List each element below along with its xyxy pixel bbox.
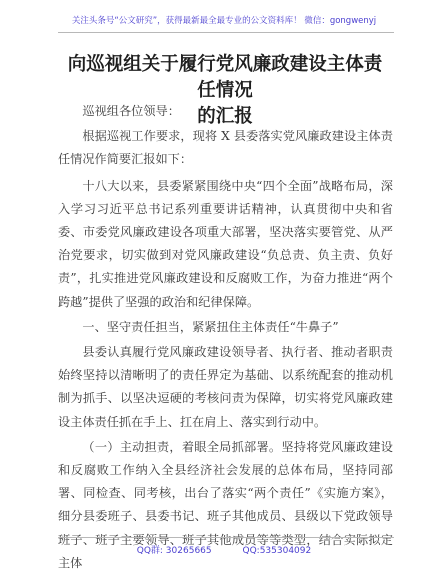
header-promo-note: 关注头条号“公文研究”，获得最新最全最专业的公文资料库！ 微信：gongwenyj [71,16,377,26]
paragraph: 根据巡视工作要求，现将 X 县委落实党风廉政建设主体责任情况作简要汇报如下： [58,129,393,167]
footer-qq-group: QQ群: 30265665 [136,546,212,556]
salutation: 巡视组各位领导： [82,104,180,118]
header-divider [58,32,394,33]
footer-divider [58,537,394,538]
footer-contact [0,543,448,556]
document-body [58,100,393,575]
section-heading: 一、坚守责任担当，紧紧扭住主体责任“牛鼻子” [82,319,339,334]
paragraph: 县委认真履行党风廉政建设领导者、执行者、推动者职责始终坚持以清晰明了的责任界定为基础、以系统配套的推动机制为抓手、以坚决逗硬的考核问责为保障，切实将党风廉政建设主体责任抓在手上、扛在肩上、落实到行动中。 [58,345,393,429]
paragraph: 十八大以来，县委紧紧围绕中央“四个全面”战略布局，深入学习习近平总书记系列重要讲话精神，认真贯彻中央和省委、市委党风廉政建设各项重大部署，坚决落实要管党、从严治党要求，切实做到对党风廉政建设“负总责、负主责、负好责”，扎实推进党风廉政建设和反腐败工作，为奋力推进“两个跨越”提供了坚强的政治和纪律保障。 [58,178,393,309]
title-line-2: 的汇报 [197,106,253,127]
footer-qq: QQ:535304092 [242,546,312,556]
paragraph: （一）主动担责，着眼全局抓部署。坚持将党风廉政建设和反腐败工作纳入全县经济社会发展的总体布局，坚持同部署、同检查、同考核，出台了落实“两个责任”《实施方案》，细分县委班子、县委书记、班子其他成员、县级以下党政领导班子、班子主要领导、班子其他成员等等类型，结合实际拟定主体 [58,439,393,570]
title-line-1: 向巡视组关于履行党风廉政建设主体责任情况 [67,54,383,101]
